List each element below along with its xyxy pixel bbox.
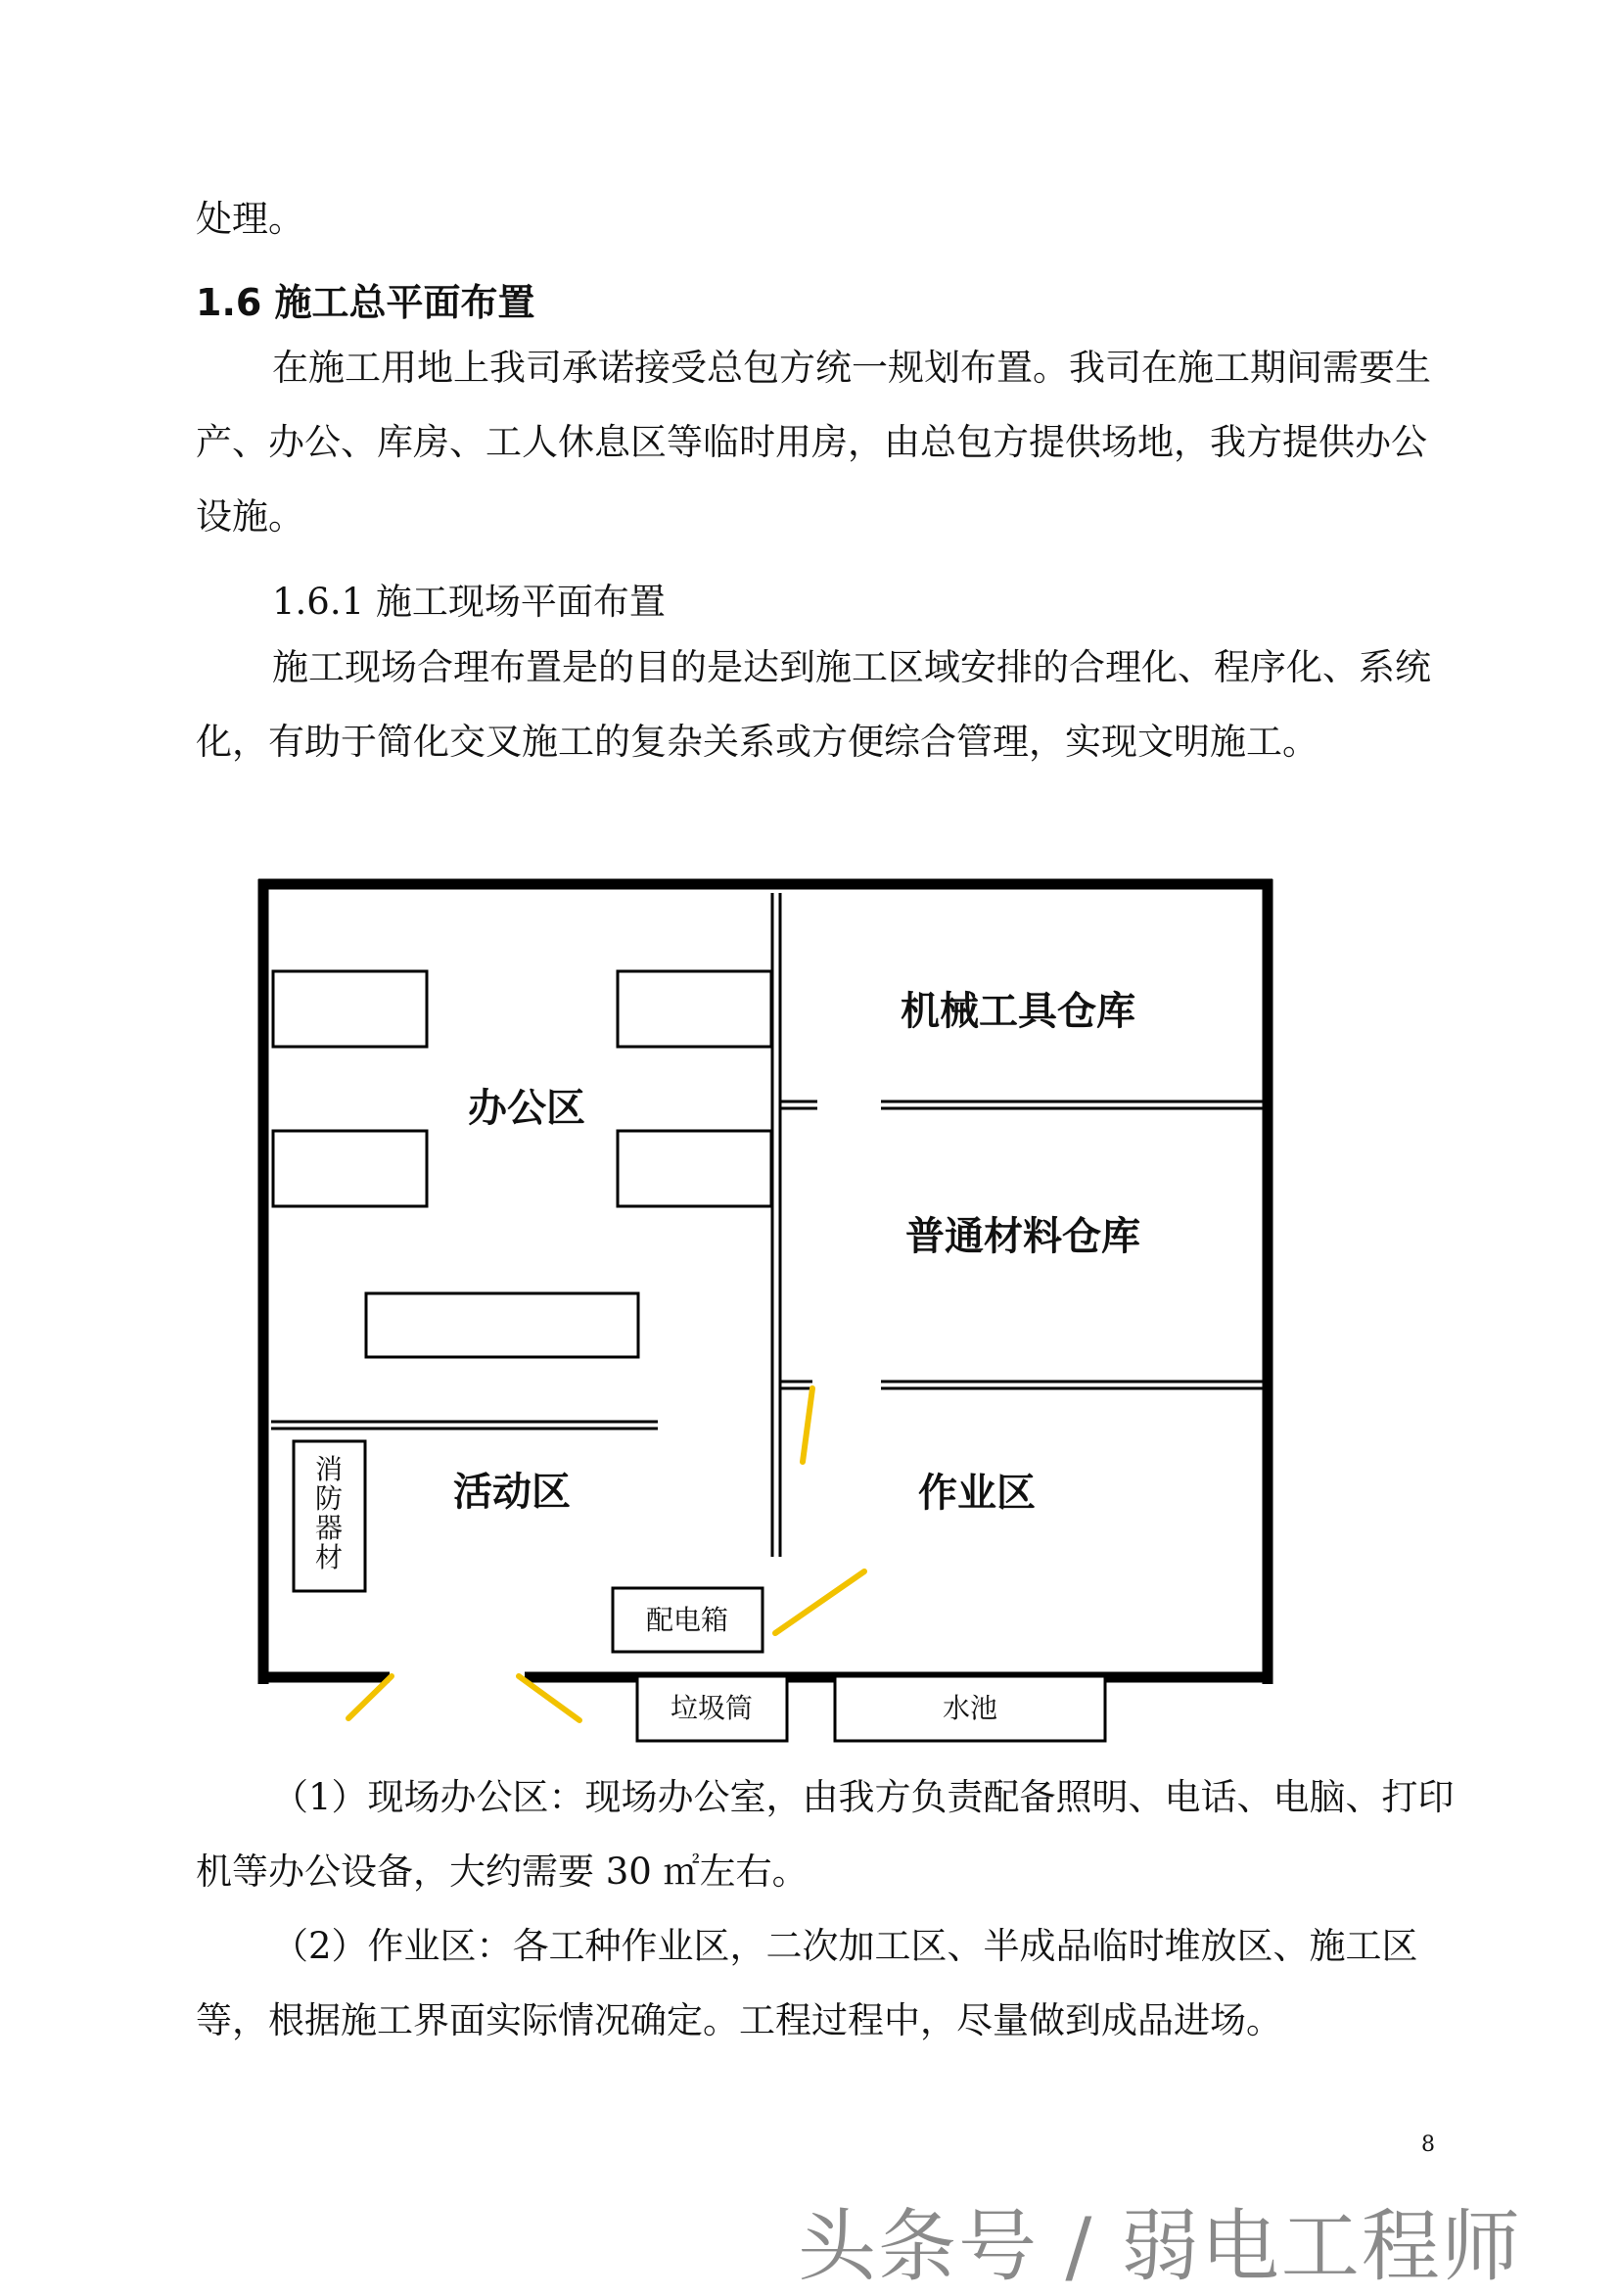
fire-equipment-char: 材 <box>314 1541 344 1573</box>
paragraph-intro: 在施工用地上我司承诺接受总包方统一规划布置。我司在施工期间需要生产、办公、库房、工人休息区等临时用房，由总包方提供场地，我方提供办公设施。 <box>196 347 1431 538</box>
section-heading: 1.6 施工总平面布置 <box>196 281 535 324</box>
office-area-label: 办公区 <box>468 1086 585 1131</box>
distribution-box-label: 配电箱 <box>645 1604 729 1636</box>
paragraph-office-area: （1）现场办公区：现场办公室，由我方负责配备照明、电话、电脑、打印机等办公设备，大约需要 30 ㎡左右。 <box>196 1776 1455 1893</box>
door-right <box>519 1676 579 1720</box>
water-pool <box>835 1676 1105 1741</box>
fire-equipment-box <box>294 1441 365 1591</box>
fire-equipment-char: 消 <box>314 1453 344 1485</box>
trash-bin-label: 垃圾筒 <box>670 1692 754 1724</box>
door-work-area-side <box>803 1388 812 1462</box>
page-number: 8 <box>1421 2132 1435 2157</box>
water-pool-label: 水池 <box>942 1692 998 1724</box>
paragraph-layout-purpose: 施工现场合理布置是的目的是达到施工区域安排的合理化、程序化、系统化，有助于简化交叉施工的复杂关系或方便综合管理，实现文明施工。 <box>196 646 1431 763</box>
machine-warehouse-label: 机械工具仓库 <box>901 989 1135 1034</box>
distribution-box <box>613 1588 763 1652</box>
desk <box>366 1293 638 1357</box>
paragraph-work-area: （2）作业区：各工种作业区，二次加工区、半成品临时堆放区、施工区等，根据施工界面实际情况确定。工程过程中，尽量做到成品进场。 <box>196 1925 1418 2041</box>
desk <box>273 971 427 1047</box>
desk <box>618 971 771 1047</box>
material-warehouse-label: 普通材料仓库 <box>905 1214 1140 1259</box>
office-desks <box>273 971 771 1357</box>
work-area-label: 作业区 <box>918 1471 1036 1516</box>
door-work-area-entry <box>775 1571 864 1633</box>
watermark: 头条号 / 弱电工程师 <box>798 2201 1522 2292</box>
fire-equipment-char: 防 <box>314 1482 344 1515</box>
activity-area-label: 活动区 <box>453 1470 571 1515</box>
doors <box>348 1388 864 1720</box>
desk <box>273 1131 427 1206</box>
subsection-heading: 1.6.1 施工现场平面布置 <box>272 581 666 623</box>
trash-bin <box>637 1676 787 1741</box>
fire-equipment-char: 器 <box>314 1512 344 1544</box>
text-continuation: 处理。 <box>196 198 304 240</box>
desk <box>618 1131 771 1206</box>
